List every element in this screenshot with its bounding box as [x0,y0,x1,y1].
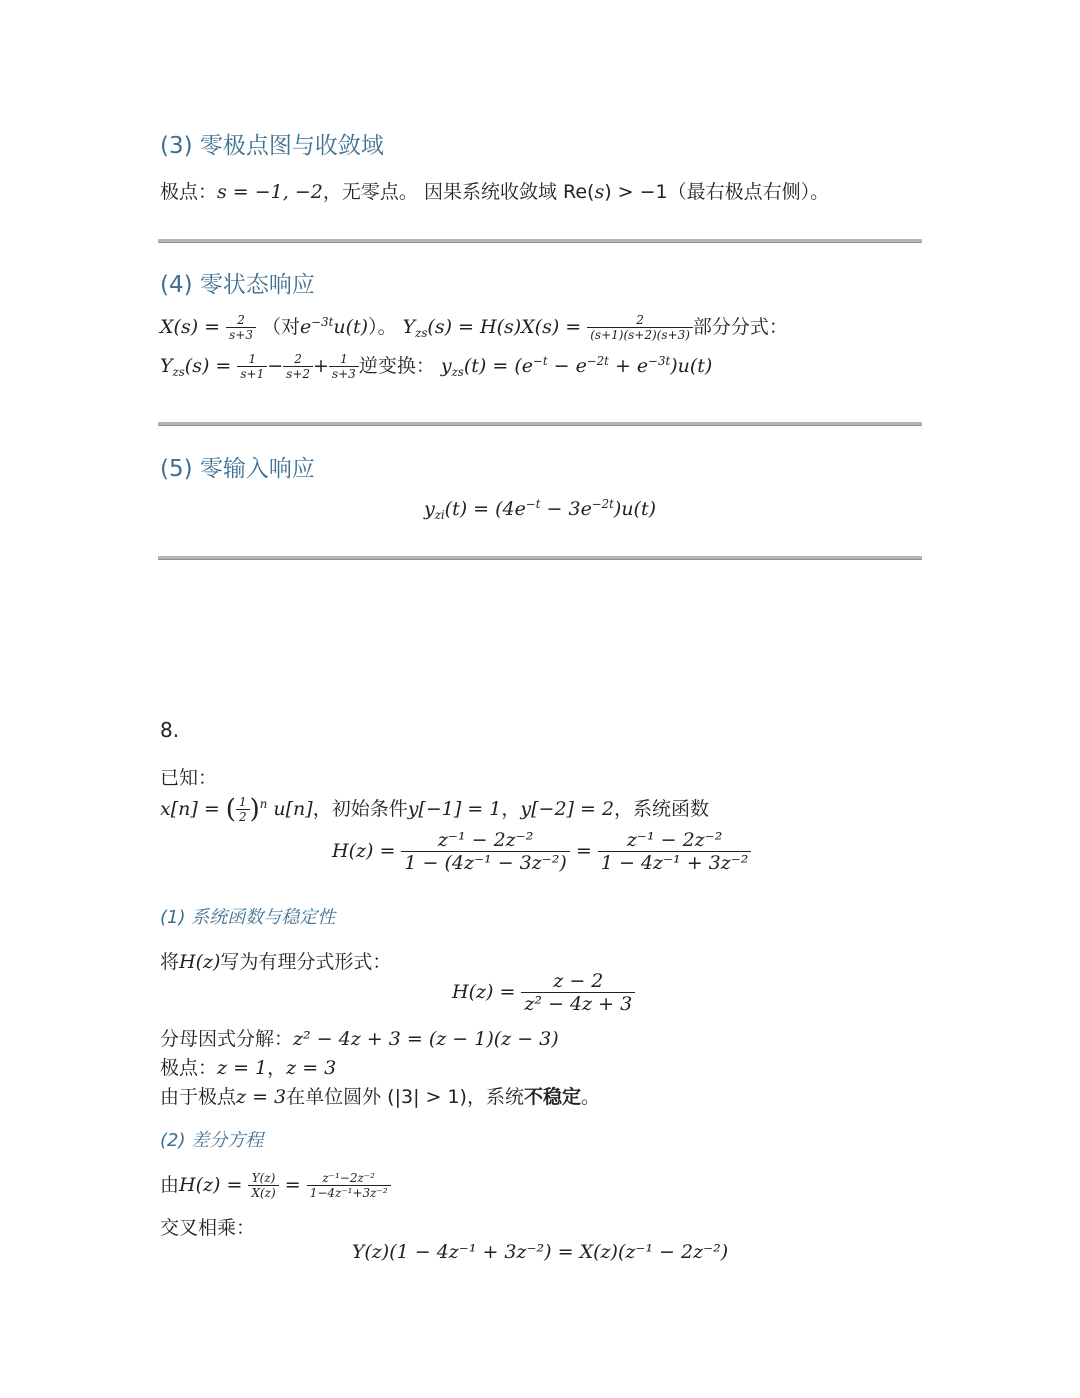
section-3-heading: (3) 零极点图与收敛域 [160,133,384,159]
roc-suffix: ) > −1（最右极点右侧）。 [604,181,830,203]
rational-h: H(z) [179,951,221,973]
poles-equation: s = −1, −2 [217,181,323,203]
h2-num: z⁻¹ − 2z⁻² [626,829,723,851]
h-fraction-2 [598,829,752,874]
inv-eq: (t) = (e [463,355,533,377]
inverse-label: 逆变换： [358,355,435,377]
section-4-heading: (4) 零状态响应 [160,272,315,298]
yzs-den: (s+1)(s+2)(s+3) [587,327,693,342]
hr-den: z² − 4z + 3 [521,992,635,1015]
pf-term-3-den: s+3 [329,366,359,381]
diff-f1-den: X(z) [248,1185,278,1200]
divider [158,422,922,426]
factor-eq: z² − 4z + 3 = (z − 1)(z − 3) [293,1028,559,1050]
x-note-sup: −3t [311,314,334,329]
hr-fraction [521,970,635,1015]
h2-den: 1 − 4z⁻¹ + 3z⁻² [598,851,752,874]
pf-term-1-den: s+1 [237,366,267,381]
x-note-u: u(t) [333,316,369,338]
inv-sup-3: −3t [648,353,671,368]
diff-equals: = [284,1174,301,1196]
inv-end: )u(t) [670,355,713,377]
subsection-2-heading: (2) 差分方程 [160,1130,264,1151]
x-base-den: 2 [236,809,250,824]
divider [158,556,922,560]
pf-y-subscript: zs [172,365,185,380]
pf-term-1-num: 1 [248,352,257,366]
x-note-open: （对 [262,316,301,338]
pf-term-3-num: 1 [340,352,348,366]
zero-state-line-1 [160,312,788,342]
zi-sup-1: −t [525,497,541,511]
pf-term-3 [329,352,359,381]
pole-2: z = 3 [286,1057,337,1079]
h-rational [452,970,635,1015]
yzs-num: 2 [636,313,644,327]
rational-intro [160,947,391,974]
poles-roc-line [160,177,829,204]
h-definition [332,829,751,874]
cross-equation: Y(z)(1 − 4z⁻¹ + 3z⁻²) = X(z)(z⁻¹ − 2z⁻²) [351,1241,729,1263]
roc-variable: s [594,181,605,203]
pf-y-symbol: Y [160,355,173,377]
x-exponent: n [259,796,268,811]
x-fraction [226,313,256,342]
x-note-close: ）。 [368,316,397,338]
partial-fraction-label: 部分分式： [692,316,788,338]
x-step: u[n] [273,798,313,820]
hr-num: z − 2 [553,970,604,992]
init-label: ，初始条件 [312,798,408,820]
zi-sup-2: −2t [591,497,614,511]
rational-post: 写为有理分式形式： [220,951,392,973]
x-lhs: x[n] = [160,798,220,820]
roc-prefix: 因果系统收敛域 Re( [423,181,595,203]
init-1: y[−1] = 1 [407,798,502,820]
inv-sub: zs [451,365,464,380]
stability-line [160,1082,600,1109]
pf-term-2-num: 2 [294,352,302,366]
diff-pre: 由 [160,1174,180,1196]
yzs-middle: (s) = H(s)X(s) = [427,316,582,338]
poles-label: 极点： [160,181,218,203]
diff-fraction-2 [307,1171,391,1200]
zero-state-line-2: $Y_{zs}(s)$ = $\frac{1}{s+1}$ − $\frac{2}{s+2}$ + $\frac{1}{s+3}$ 逆变换： $y_{zs}(t) = (e^{-t} - e^{-2t} + e^{-3t})u(t)$ [160,352,713,381]
divider [158,239,922,243]
diff-f2-den: 1−4z⁻¹+3z⁻² [307,1185,391,1200]
x-base-fraction [236,795,250,824]
unstable-pre: 由于极点 [160,1086,237,1108]
inv-sup-1: −t [532,353,548,368]
pole-1: z = 1 [217,1057,268,1079]
pf-term-2 [283,352,313,381]
subsection-1-heading: (1) 系统函数与稳定性 [160,907,336,928]
known-label: 已知： [160,767,218,789]
zi-eq-1: (t) = (4e [444,498,526,521]
yzs-subscript: zs [415,326,428,341]
factor-label: 分母因式分解： [160,1028,294,1050]
inv-mid-2: + e [608,355,649,377]
diff-f2-num: z⁻¹−2z⁻² [322,1171,375,1185]
rational-pre: 将 [160,951,180,973]
x-den: s+3 [226,327,256,342]
diff-h: H(z) = [179,1174,243,1196]
x-num: 2 [237,313,245,327]
difference-intro [160,1170,391,1200]
zero-input-equation [0,497,1080,522]
poles-line [160,1053,336,1080]
init-sep: ， [501,798,521,820]
zi-sub: zi [434,508,445,523]
pf-term-1 [237,352,267,381]
no-zero-text: ，无零点。 [322,181,418,203]
diff-f1-num: Y(z) [251,1171,276,1185]
question-number: 8. [160,718,180,742]
inv-mid-1: − e [547,355,587,377]
x-note-exp: e [300,316,312,338]
h1-den: 1 − (4z⁻¹ − 3z⁻²) [401,851,569,874]
unstable-bold: 不稳定 [523,1086,581,1108]
poles-label: 极点： [160,1057,218,1079]
x-lhs: X(s) = [160,316,221,338]
yzs-symbol: Y [402,316,416,338]
section-5-heading: (5) 零输入响应 [160,456,315,482]
diff-fraction-1 [248,1171,278,1200]
hr-lhs: H(z) = [452,981,516,1003]
h-lhs: H(z) = [332,840,396,862]
x-base-num: 1 [238,795,247,809]
zi-y: y [423,498,435,521]
pf-term-2-den: s+2 [283,366,313,381]
unstable-z: z = 3 [236,1086,287,1108]
init-2: y[−2] = 2 [520,798,615,820]
yzs-fraction [587,313,693,342]
zi-eq-2: − 3e [540,498,592,521]
h-equals: = [575,840,592,862]
h-fraction-1 [401,829,569,874]
pole-sep: ， [267,1057,287,1079]
unstable-mid: 在单位圆外 (|3| > 1)，系统 [286,1086,524,1108]
inv-sup-2: −2t [586,353,609,368]
cross-label: 交叉相乘： [160,1217,256,1239]
h1-num: z⁻¹ − 2z⁻² [437,829,534,851]
inv-y: y [440,355,452,377]
pf-lhs: (s) = [184,355,232,377]
given-line: x[n] = ( $\frac{1}{2}$ )$^n$ u[n]，初始条件y[−1] = 1，y[−2] = 2，系统函数 [160,794,710,825]
factor-line [160,1024,559,1051]
system-function-label: ，系统函数 [614,798,710,820]
zi-eq-3: )u(t) [613,498,657,521]
unstable-end: 。 [580,1086,600,1108]
